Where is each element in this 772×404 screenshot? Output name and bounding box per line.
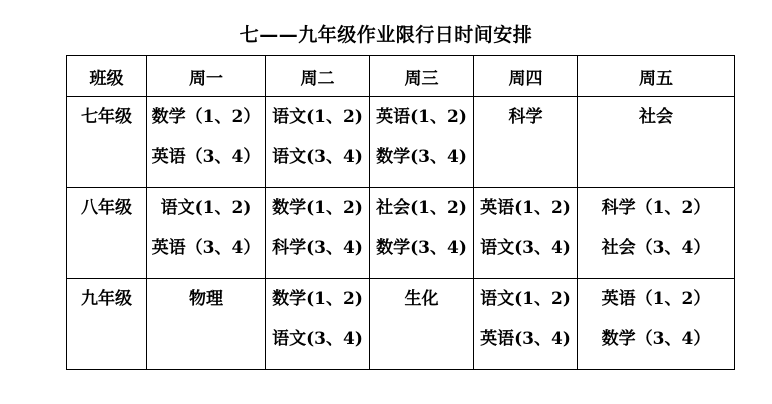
subject-entry: 数学(3、4) [376,147,467,167]
schedule-cell [266,279,370,370]
schedule-cell [147,279,266,370]
page-title: 七——九年级作业限行日时间安排 [239,24,533,46]
subject-entry: 数学(1、2) [272,198,363,218]
subject-entry: 数学(1、2) [272,289,363,309]
header-class: 班级 [67,56,147,97]
subject-entry: 数学(3、4) [376,238,467,258]
schedule-cell [474,97,578,188]
subject-entry: 语文(3、4) [272,329,363,349]
header-row [67,56,735,97]
subject-entry: 数学（3、4） [601,329,711,349]
schedule-cell [578,188,735,279]
header-tuesday: 周二 [266,56,370,97]
table-row [67,279,735,370]
schedule-cell [266,97,370,188]
subject-entry: 科学 [508,107,543,127]
grade-cell [67,97,147,188]
subject-entry: 语文(3、4) [480,238,571,258]
grade-label: 七年级 [81,107,132,127]
header-wednesday: 周三 [370,56,474,97]
grade-label: 八年级 [81,198,132,218]
schedule-cell [474,279,578,370]
subject-entry: 科学(3、4) [272,238,363,258]
schedule-cell [578,97,735,188]
header-monday: 周一 [147,56,266,97]
homework-schedule-table [66,55,735,370]
subject-entry: 语文(3、4) [272,147,363,167]
schedule-cell [147,188,266,279]
grade-cell [67,188,147,279]
schedule-cell [266,188,370,279]
subject-entry: 物理 [189,289,223,309]
subject-entry: 社会(1、2) [376,198,467,218]
subject-entry: 英语(1、2) [480,198,571,218]
subject-entry: 语文(1、2) [480,289,571,309]
subject-entry: 英语(1、2) [376,107,467,127]
subject-entry: 语文(1、2) [160,198,252,218]
subject-entry: 英语(3、4) [480,329,571,349]
schedule-cell [370,188,474,279]
subject-entry: 英语（3、4） [151,238,261,258]
header-friday: 周五 [578,56,735,97]
subject-entry: 生化 [404,289,439,309]
table-row [67,97,735,188]
schedule-cell [147,97,266,188]
header-thursday: 周四 [474,56,578,97]
schedule-cell [370,97,474,188]
subject-entry: 语文(1、2) [272,107,363,127]
grade-label: 九年级 [81,289,132,309]
schedule-cell [578,279,735,370]
subject-entry: 英语（1、2） [601,289,711,309]
subject-entry: 数学（1、2） [151,107,261,127]
schedule-cell [370,279,474,370]
subject-entry: 社会（3、4） [601,238,711,258]
table-row [67,188,735,279]
subject-entry: 科学（1、2） [601,198,711,218]
subject-entry: 英语（3、4） [151,147,261,167]
grade-cell [67,279,147,370]
subject-entry: 社会 [639,107,673,127]
schedule-cell [474,188,578,279]
